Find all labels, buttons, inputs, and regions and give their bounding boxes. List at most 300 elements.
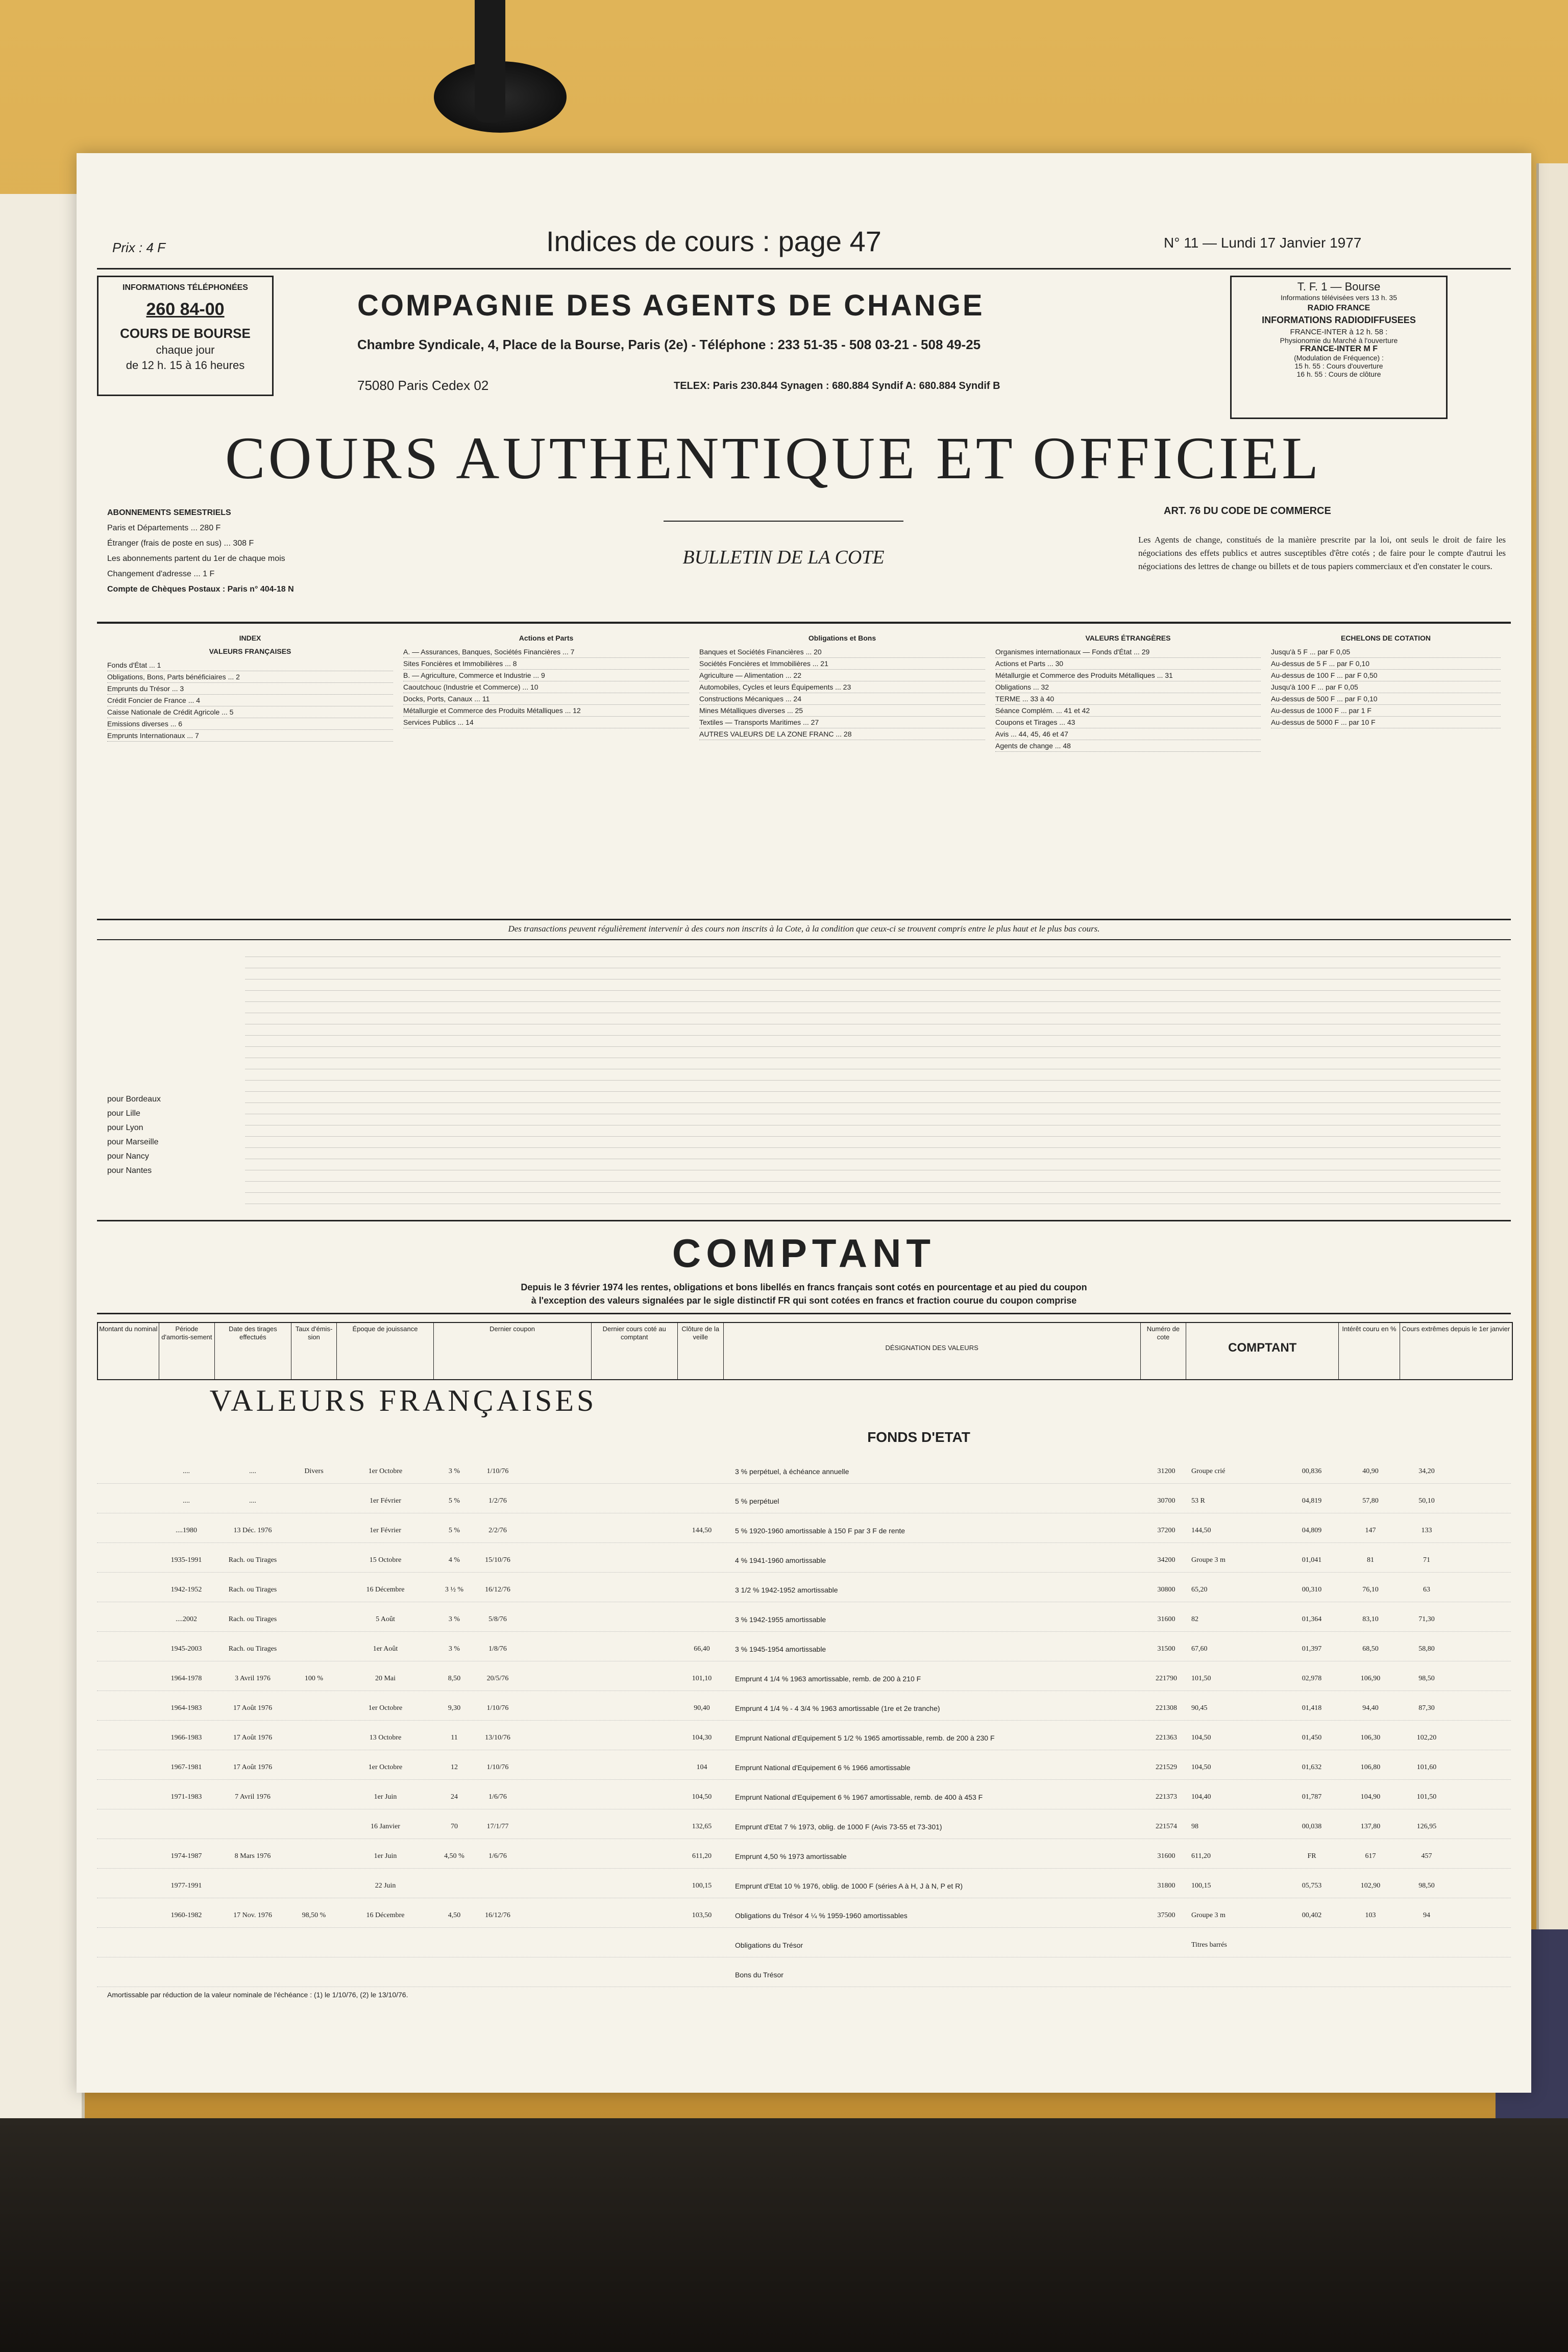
index-col-echelons [1271, 633, 1501, 728]
cell-hi: 81 [1367, 1556, 1374, 1564]
cell-lo: 71,30 [1418, 1615, 1435, 1623]
cell-epoque: 22 Juin [375, 1882, 396, 1890]
table-row [97, 1785, 1511, 1809]
index-item: Obligations ... 32 [995, 681, 1261, 693]
cell-veille: 144,50 [692, 1527, 712, 1534]
radio-line-9: 15 h. 55 : Cours d'ouverture [1294, 362, 1383, 370]
index-col-actions [403, 633, 689, 728]
cell-date2: 20/5/76 [486, 1675, 509, 1682]
cell-coup: 3 % [448, 1615, 460, 1623]
cell-cours: 53 R [1191, 1497, 1205, 1505]
index-col3-head: Obligations et Bons [808, 634, 876, 642]
index-item: Automobiles, Cycles et leurs Équipements ... 23 [699, 681, 985, 693]
cell-cours: 611,20 [1191, 1852, 1211, 1860]
cell-hi: 147 [1365, 1527, 1376, 1534]
cell-date: 17 Août 1976 [233, 1763, 273, 1771]
th-period: Période d'amortis-sement [159, 1323, 215, 1379]
index-item: Services Publics ... 14 [403, 717, 689, 728]
cell-epoque: 1er Août [373, 1645, 398, 1653]
th-comptant: COMPTANT [1186, 1323, 1339, 1379]
cell-per: 1966-1983 [170, 1734, 202, 1742]
cell-coup: 24 [451, 1793, 458, 1801]
cell-cours: Groupe 3 m [1191, 1912, 1226, 1919]
cell-lo: 71 [1423, 1556, 1430, 1564]
transactions-notice: Des transactions peuvent régulièrement intervenir à des cours non inscrits à la Cote, à la condition que ceux-ci se trouvent compris entre le plus haut et le plus bas cours. [508, 924, 1100, 934]
cell-veille: 104,50 [692, 1793, 712, 1801]
cell-desig: 3 % perpétuel, à échéance annuelle [735, 1467, 849, 1476]
cell-num: 34200 [1157, 1556, 1175, 1564]
cell-num: 221574 [1156, 1823, 1177, 1830]
radio-line-5: FRANCE-INTER à 12 h. 58 : [1290, 328, 1388, 336]
cell-epoque: 15 Octobre [369, 1556, 402, 1564]
cell-hi: 106,80 [1360, 1763, 1381, 1771]
cell-desig: Emprunt National d'Equipement 6 % 1967 amortissable, remb. de 400 à 453 F [735, 1793, 983, 1801]
cell-cours: Groupe 3 m [1191, 1556, 1226, 1564]
radio-line-2: Informations télévisées vers 13 h. 35 [1280, 293, 1397, 302]
index-item: Banques et Sociétés Financières ... 20 [699, 646, 985, 658]
agents-notice: Les Agents de change, constitués de la manière prescrite par la loi, ont seuls le droit de faire les négociations des effets publics et autres susceptibles d'être cotés ; de faire pour le compte d'autrui les négociations des lettres de change ou billets et de tous papiers commerciaux et d'en constater le cours. [1138, 535, 1506, 571]
radio-line-3: RADIO FRANCE [1307, 304, 1370, 312]
index-item: Crédit Foncier de France ... 4 [107, 695, 393, 706]
index-item: Séance Complém. ... 41 et 42 [995, 705, 1261, 717]
binder-spine [1536, 163, 1568, 2103]
index-item: A. — Assurances, Banques, Sociétés Financières ... 7 [403, 646, 689, 658]
issue-label: N° 11 — Lundi 17 Janvier 1977 [1164, 235, 1362, 251]
cell-desig: 3 % 1942-1955 amortissable [735, 1615, 826, 1624]
cell-cours: 90,45 [1191, 1704, 1208, 1712]
cell-desig: 3 % 1945-1954 amortissable [735, 1645, 826, 1653]
cell-per: 1964-1978 [170, 1675, 202, 1682]
cell-date2: 2/2/76 [488, 1527, 507, 1534]
cell-per: 1964-1983 [170, 1704, 202, 1712]
cell-desig: 5 % perpétuel [735, 1497, 779, 1505]
cell-date2: 1/6/76 [488, 1793, 507, 1801]
subscriptions-line-3: Les abonnements partent du 1er de chaque mois [107, 554, 285, 563]
table-row [97, 1726, 1511, 1750]
cell-veille: 101,10 [692, 1675, 712, 1682]
cell-cours: 101,50 [1191, 1675, 1211, 1682]
cell-coup: 9,30 [448, 1704, 461, 1712]
company-telex: TELEX: Paris 230.844 Synagen : 680.884 Syndif A: 680.884 Syndif B [674, 380, 1000, 391]
cell-cours: 104,40 [1191, 1793, 1211, 1801]
cell-date2: 1/10/76 [486, 1467, 509, 1475]
cell-lo: 87,30 [1418, 1704, 1435, 1712]
cell-per: .... [183, 1467, 190, 1475]
index-item: Fonds d'État ... 1 [107, 659, 393, 671]
cell-hi: 102,90 [1360, 1882, 1381, 1890]
table-row [97, 1637, 1511, 1661]
index-col1-head: VALEURS FRANÇAISES [209, 647, 291, 655]
cell-num: 30700 [1157, 1497, 1175, 1505]
cell-epoque: 20 Mai [375, 1675, 396, 1682]
comptant-title: COMPTANT [672, 1231, 936, 1276]
cell-ic: 00,038 [1302, 1823, 1322, 1830]
cell-coup: 11 [451, 1734, 458, 1742]
index-item: Jusqu'à 100 F ... par F 0,05 [1271, 681, 1501, 693]
cell-per: 1967-1981 [170, 1763, 202, 1771]
article-reference: ART. 76 DU CODE DE COMMERCE [1164, 505, 1331, 517]
radio-line-10: 16 h. 55 : Cours de clôture [1296, 370, 1381, 378]
city-item: pour Nantes [107, 1166, 152, 1175]
cell-date2: 13/10/76 [485, 1734, 510, 1742]
table-row [97, 1874, 1511, 1898]
cell-date: Rach. ou Tirages [228, 1556, 277, 1564]
index-item: Mines Métalliques diverses ... 25 [699, 705, 985, 717]
cell-ic: 01,364 [1302, 1615, 1322, 1623]
cell-epoque: 16 Janvier [371, 1823, 400, 1830]
cell-ic: FR [1307, 1852, 1316, 1860]
cell-num: 37200 [1157, 1527, 1175, 1534]
index-col2-head: Actions et Parts [519, 634, 574, 642]
index-col-obligations [699, 633, 985, 740]
index-item: Caoutchouc (Industrie et Commerce) ... 10 [403, 681, 689, 693]
table-row [97, 1697, 1511, 1721]
cell-epoque: 1er Février [370, 1497, 401, 1505]
city-item: pour Lille [107, 1109, 140, 1118]
th-last-coupon: Dernier coupon [434, 1323, 592, 1379]
cell-date: 8 Mars 1976 [234, 1852, 271, 1860]
cell-desig: Emprunt National d'Equipement 6 % 1966 amortissable [735, 1763, 911, 1772]
cell-ic: 04,819 [1302, 1497, 1322, 1505]
index-item: Au-dessus de 5000 F ... par 10 F [1271, 717, 1501, 728]
cell-per: 1971-1983 [170, 1793, 202, 1801]
cell-hi: 137,80 [1360, 1823, 1381, 1830]
cell-ic: 00,310 [1302, 1586, 1322, 1594]
cell-per: 1977-1991 [170, 1882, 202, 1890]
cell-num: 31600 [1157, 1852, 1175, 1860]
cell-lo: 126,95 [1416, 1823, 1437, 1830]
index-item: Au-dessus de 500 F ... par F 0,10 [1271, 693, 1501, 705]
cell-lo: 101,60 [1416, 1763, 1437, 1771]
cell-desig: Emprunt National d'Equipement 5 1/2 % 1965 amortissable, remb. de 200 à 230 F [735, 1734, 995, 1742]
legend-bottom-rule [97, 1220, 1511, 1221]
cell-lo: 58,80 [1418, 1645, 1435, 1653]
cell-veille: 104 [696, 1763, 707, 1771]
cell-date: Rach. ou Tirages [228, 1615, 277, 1623]
index-item: Constructions Mécaniques ... 24 [699, 693, 985, 705]
cell-desig: Emprunt d'Etat 10 % 1976, oblig. de 1000 F (séries A à H, J à N, P et R) [735, 1882, 963, 1890]
table-row [97, 1756, 1511, 1780]
cell-taux: Divers [304, 1467, 324, 1475]
radio-info-box [1230, 276, 1448, 419]
cell-desig: Obligations du Trésor [735, 1941, 803, 1949]
cell-coup: 4 % [448, 1556, 460, 1564]
index-item: Docks, Ports, Canaux ... 11 [403, 693, 689, 705]
cell-coup: 8,50 [448, 1675, 461, 1682]
city-item: pour Nancy [107, 1152, 149, 1161]
cell-veille: 611,20 [692, 1852, 712, 1860]
cell-num: 31200 [1157, 1467, 1175, 1475]
cell-epoque: 1er Octobre [368, 1763, 403, 1771]
table-header [97, 1322, 1513, 1380]
phone-service: COURS DE BOURSE [120, 326, 251, 341]
th-extremes: Cours extrêmes depuis le 1er janvier [1402, 1325, 1510, 1333]
index-item: Caisse Nationale de Crédit Agricole ... 5 [107, 706, 393, 718]
index-item: Au-dessus de 5 F ... par F 0,10 [1271, 658, 1501, 670]
cell-hi: 83,10 [1362, 1615, 1379, 1623]
company-address: Chambre Syndicale, 4, Place de la Bourse, Paris (2e) - Téléphone : 233 51-35 - 508 03-21 - 508 49-25 [357, 337, 981, 352]
index-item: Métallurgie et Commerce des Produits Métalliques ... 31 [995, 670, 1261, 681]
cell-lo: 94 [1423, 1912, 1430, 1919]
cell-ic: 01,787 [1302, 1793, 1322, 1801]
index-item: Sociétés Foncières et Immobilières ... 21 [699, 658, 985, 670]
cell-ic: 01,397 [1302, 1645, 1322, 1653]
cell-desig: 4 % 1941-1960 amortissable [735, 1556, 826, 1564]
index-item: AUTRES VALEURS DE LA ZONE FRANC ... 28 [699, 728, 985, 740]
masthead-rule [664, 521, 903, 522]
cell-ic: 05,753 [1302, 1882, 1322, 1890]
radio-line-7: FRANCE-INTER M F [1300, 345, 1378, 353]
index-item: Emprunts du Trésor ... 3 [107, 683, 393, 695]
page-label: Indices de cours : page 47 [546, 225, 881, 257]
index-item: Organismes internationaux — Fonds d'État ... 29 [995, 646, 1261, 658]
cell-taux: 98,50 % [302, 1912, 326, 1919]
table-row [97, 1519, 1511, 1543]
th-rate: Taux d'émis-sion [291, 1323, 337, 1379]
cell-coup: 4,50 % [444, 1852, 464, 1860]
th-nominal: Montant du nominal [98, 1323, 159, 1379]
cell-cours: 98 [1191, 1823, 1198, 1830]
index-item: Agents de change ... 48 [995, 740, 1261, 752]
cell-epoque: 16 Décembre [366, 1586, 405, 1594]
cell-desig: Emprunt d'Etat 7 % 1973, oblig. de 1000 F (Avis 73-55 et 73-301) [735, 1823, 942, 1831]
header-rule [97, 268, 1511, 270]
th-designation: DÉSIGNATION DES VALEURS [724, 1323, 1141, 1379]
cell-num: 31600 [1157, 1615, 1175, 1623]
cell-lo: 102,20 [1416, 1734, 1437, 1742]
index-item: Emissions diverses ... 6 [107, 718, 393, 730]
cell-ic: 01,418 [1302, 1704, 1322, 1712]
cell-num: 37500 [1157, 1912, 1175, 1919]
cell-epoque: 1er Juin [374, 1793, 397, 1801]
cell-date2: 1/2/76 [488, 1497, 507, 1505]
table-row [97, 1904, 1511, 1928]
index-top-rule [97, 622, 1511, 624]
cell-coup: 3 % [448, 1645, 460, 1653]
cell-cours: 82 [1191, 1615, 1198, 1623]
cell-coup: 5 % [448, 1497, 460, 1505]
cell-num: 221363 [1156, 1734, 1177, 1742]
cell-cours: 67,60 [1191, 1645, 1208, 1653]
index-item: TERME ... 33 à 40 [995, 693, 1261, 705]
table-row [97, 1608, 1511, 1632]
table-row [97, 1815, 1511, 1839]
cell-num: 221373 [1156, 1793, 1177, 1801]
index-item: Agriculture — Alimentation ... 22 [699, 670, 985, 681]
cell-date2: 1/10/76 [486, 1704, 509, 1712]
cell-veille: 132,65 [692, 1823, 712, 1830]
price-label: Prix : 4 F [112, 240, 166, 255]
index-item: Métallurgie et Commerce des Produits Métalliques ... 12 [403, 705, 689, 717]
cell-date2: 1/6/76 [488, 1852, 507, 1860]
cell-desig: Emprunt 4 1/4 % - 4 3/4 % 1963 amortissable (1re et 2e tranche) [735, 1704, 940, 1712]
cell-hi: 94,40 [1362, 1704, 1379, 1712]
index-item: Avis ... 44, 45, 46 et 47 [995, 728, 1261, 740]
cell-per: .... [183, 1497, 190, 1505]
cell-hi: 106,90 [1360, 1675, 1381, 1682]
index-item: Coupons et Tirages ... 43 [995, 717, 1261, 728]
index-item: Au-dessus de 100 F ... par F 0,50 [1271, 670, 1501, 681]
index-item: Au-dessus de 1000 F ... par 1 F [1271, 705, 1501, 717]
cell-date2: 16/12/76 [485, 1586, 510, 1594]
cell-date2: 17/1/77 [486, 1823, 509, 1830]
cell-lo: 63 [1423, 1586, 1430, 1594]
cell-per: 1935-1991 [170, 1556, 202, 1564]
cell-hi: 106,30 [1360, 1734, 1381, 1742]
cell-desig: Emprunt 4 1/4 % 1963 amortissable, remb. de 200 à 210 F [735, 1675, 921, 1683]
table-row [97, 1578, 1511, 1602]
th-previous-close: Clôture de la veille [678, 1323, 724, 1379]
table-row [97, 1963, 1511, 1987]
index-col5-head: ECHELONS DE COTATION [1340, 634, 1431, 642]
foreground-shadow [0, 2118, 1568, 2352]
cell-coup: 3 ½ % [445, 1586, 464, 1594]
index-item: Textiles — Transports Maritimes ... 27 [699, 717, 985, 728]
index-item: Obligations, Bons, Parts bénéficiaires ... 2 [107, 671, 393, 683]
subscriptions-line-1: Paris et Départements ... 280 F [107, 524, 221, 532]
comptant-note-2: à l'exception des valeurs signalées par le sigle distinctif FR qui sont cotées en francs et fraction courue du coupon comprise [531, 1295, 1077, 1306]
cell-coup: 4,50 [448, 1912, 461, 1919]
cell-ic: 00,402 [1302, 1912, 1322, 1919]
index-col-foreign [995, 633, 1261, 752]
cell-ic: 01,632 [1302, 1763, 1322, 1771]
cell-num: 221790 [1156, 1675, 1177, 1682]
city-item: pour Bordeaux [107, 1095, 161, 1104]
index-title: INDEX [239, 634, 261, 642]
cell-date2: 1/8/76 [488, 1645, 507, 1653]
index-item: Emprunts Internationaux ... 7 [107, 730, 393, 742]
cell-veille: 104,30 [692, 1734, 712, 1742]
city-item: pour Lyon [107, 1123, 143, 1132]
cell-cours: 65,20 [1191, 1586, 1208, 1594]
cell-cours: 104,50 [1191, 1734, 1211, 1742]
cell-per: 1945-2003 [170, 1645, 202, 1653]
phone-frequency: chaque jour [156, 344, 215, 356]
phone-box-title: INFORMATIONS TÉLÉPHONÉES [122, 283, 248, 292]
cell-taux: 100 % [304, 1675, 324, 1682]
index-item: B. — Agriculture, Commerce et Industrie ... 9 [403, 670, 689, 681]
cell-coup: 12 [451, 1763, 458, 1771]
cell-veille: 66,40 [694, 1645, 710, 1653]
cell-cours: 144,50 [1191, 1527, 1211, 1534]
bulletin-subtitle: BULLETIN DE LA COTE [682, 547, 885, 568]
table-row [97, 1667, 1511, 1691]
cell-cours: 100,15 [1191, 1882, 1211, 1890]
cell-num: 221308 [1156, 1704, 1177, 1712]
cell-date: .... [249, 1467, 256, 1475]
cell-ic: 00,836 [1302, 1467, 1322, 1475]
footnote: Amortissable par réduction de la valeur nominale de l'échéance : (1) le 1/10/76, (2) le 13/10/76. [107, 1991, 408, 1999]
subscriptions-line-2: Étranger (frais de poste en sus) ... 308 F [107, 539, 254, 548]
cell-epoque: 13 Octobre [369, 1734, 402, 1742]
cell-epoque: 16 Décembre [366, 1912, 405, 1919]
cell-num: 31500 [1157, 1645, 1175, 1653]
cell-veille: 103,50 [692, 1912, 712, 1919]
cell-veille: 100,15 [692, 1882, 712, 1890]
comptant-rule [97, 1313, 1511, 1314]
th-accrued: Intérêt couru en % [1339, 1323, 1400, 1379]
cell-date: 17 Août 1976 [233, 1704, 273, 1712]
table-row [97, 1845, 1511, 1869]
city-item: pour Marseille [107, 1138, 159, 1146]
lamp-stand [475, 0, 505, 122]
cell-hi: 40,90 [1362, 1467, 1379, 1475]
th-draw-date: Date des tirages effectués [215, 1323, 291, 1379]
cell-date: 3 Avril 1976 [235, 1675, 271, 1682]
cell-epoque: 1er Octobre [368, 1704, 403, 1712]
cell-desig: 5 % 1920-1960 amortissable à 150 F par 3 F de rente [735, 1527, 905, 1535]
cell-date: 7 Avril 1976 [235, 1793, 271, 1801]
cell-desig: 3 1/2 % 1942-1952 amortissable [735, 1586, 838, 1594]
facing-page [0, 194, 85, 2236]
cell-hi: 104,90 [1360, 1793, 1381, 1801]
subscriptions-line-4: Changement d'adresse ... 1 F [107, 570, 215, 578]
cell-cours: 104,50 [1191, 1763, 1211, 1771]
cell-lo: 98,50 [1418, 1675, 1435, 1682]
cell-lo: 98,50 [1418, 1882, 1435, 1890]
cell-lo: 50,10 [1418, 1497, 1435, 1505]
cell-cours: Groupe crié [1191, 1467, 1226, 1475]
cell-date2: 1/10/76 [486, 1763, 509, 1771]
radio-line-1: T. F. 1 — Bourse [1297, 280, 1381, 293]
cell-lo: 34,20 [1418, 1467, 1435, 1475]
cell-cours: Titres barrés [1191, 1941, 1227, 1949]
notice-rule [97, 939, 1511, 940]
cell-ic: 04,809 [1302, 1527, 1322, 1534]
subscriptions-line-5: Compte de Chèques Postaux : Paris n° 404-18 N [107, 585, 294, 594]
cell-date: .... [249, 1497, 256, 1505]
th-quote-number: Numéro de cote [1141, 1323, 1187, 1379]
cell-per: 1942-1952 [170, 1586, 202, 1594]
index-bottom-rule [97, 919, 1511, 920]
cell-lo: 101,50 [1416, 1793, 1437, 1801]
index-item: Actions et Parts ... 30 [995, 658, 1261, 670]
table-row [97, 1549, 1511, 1573]
index-col-french [107, 633, 393, 742]
phone-info-box [97, 276, 274, 396]
cell-date2: 15/10/76 [485, 1556, 510, 1564]
cell-ic: 01,041 [1302, 1556, 1322, 1564]
cell-desig: Obligations du Trésor 4 ¼ % 1959-1960 amortissables [735, 1912, 908, 1920]
subscriptions-block [107, 505, 505, 597]
index-col4-head: VALEURS ÉTRANGÈRES [1085, 634, 1171, 642]
cell-per: 1974-1987 [170, 1852, 202, 1860]
cell-epoque: 1er Juin [374, 1852, 397, 1860]
table-row [97, 1460, 1511, 1484]
index-item: Jusqu'à 5 F ... par F 0,05 [1271, 646, 1501, 658]
cell-per: ....2002 [176, 1615, 197, 1623]
cell-desig: Emprunt 4,50 % 1973 amortissable [735, 1852, 847, 1860]
table-row [97, 1933, 1511, 1957]
table-row [97, 1489, 1511, 1513]
cell-epoque: 1er Octobre [368, 1467, 403, 1475]
cell-hi: 76,10 [1362, 1586, 1379, 1594]
cell-coup: 3 % [448, 1467, 460, 1475]
cell-num: 31800 [1157, 1882, 1175, 1890]
th-epoch: Époque de jouissance [337, 1323, 433, 1379]
cell-ic: 02,978 [1302, 1675, 1322, 1682]
legend-fine-print [245, 949, 1501, 1215]
index-item: Sites Foncières et Immobilières ... 8 [403, 658, 689, 670]
radio-line-4: INFORMATIONS RADIODIFFUSEES [1262, 315, 1416, 325]
cell-per: 1960-1982 [170, 1912, 202, 1919]
cell-coup: 70 [451, 1823, 458, 1830]
cell-desig: Bons du Trésor [735, 1971, 783, 1979]
newspaper-page [77, 153, 1531, 2093]
cell-lo: 457 [1421, 1852, 1432, 1860]
cell-date: 17 Août 1976 [233, 1734, 273, 1742]
subsection-title: FONDS D'ETAT [867, 1429, 970, 1445]
